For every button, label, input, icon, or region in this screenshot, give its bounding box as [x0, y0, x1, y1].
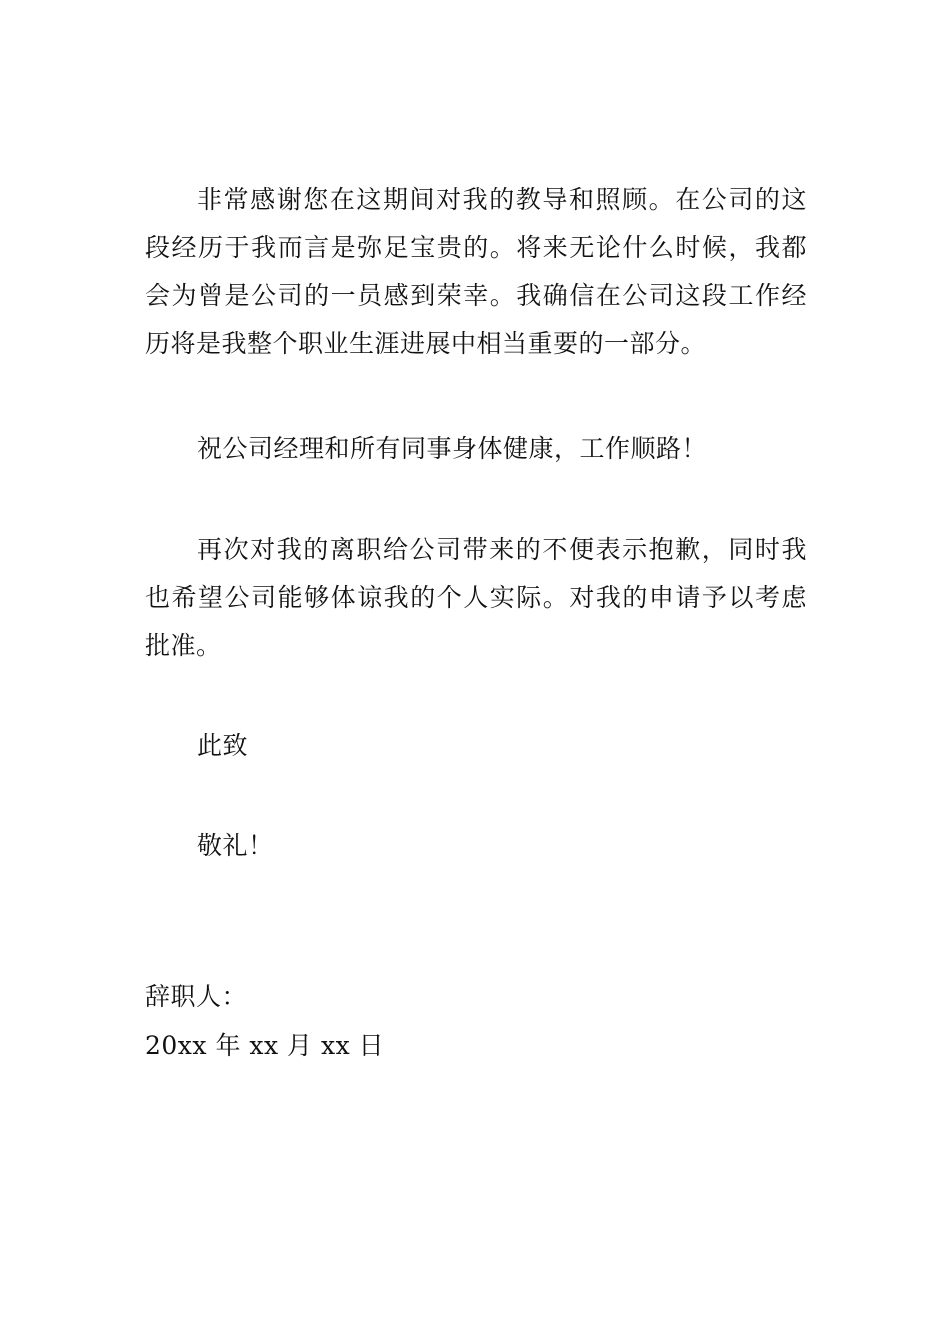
body-paragraph-thanks: 非常感谢您在这期间对我的教导和照顾。在公司的这段经历于我而言是弥足宝贵的。将来无论什么时候，我都会为曾是公司的一员感到荣幸。我确信在公司这段工作经历将是我整个职业生涯进展中相当重要的一部分。: [145, 185, 807, 358]
body-paragraph-apology: 再次对我的离职给公司带来的不便表示抱歉，同时我也希望公司能够体谅我的个人实际。对我的申请予以考虑批准。: [145, 535, 807, 660]
closing-regards: 敬礼！: [197, 831, 274, 860]
signer-label: 辞职人：: [145, 982, 248, 1011]
signature-date: 20xx 年 xx 月 xx 日: [145, 1031, 385, 1060]
closing-salutation: 此致: [197, 731, 249, 760]
body-paragraph-wishes: 祝公司经理和所有同事身体健康，工作顺路！: [197, 434, 708, 463]
